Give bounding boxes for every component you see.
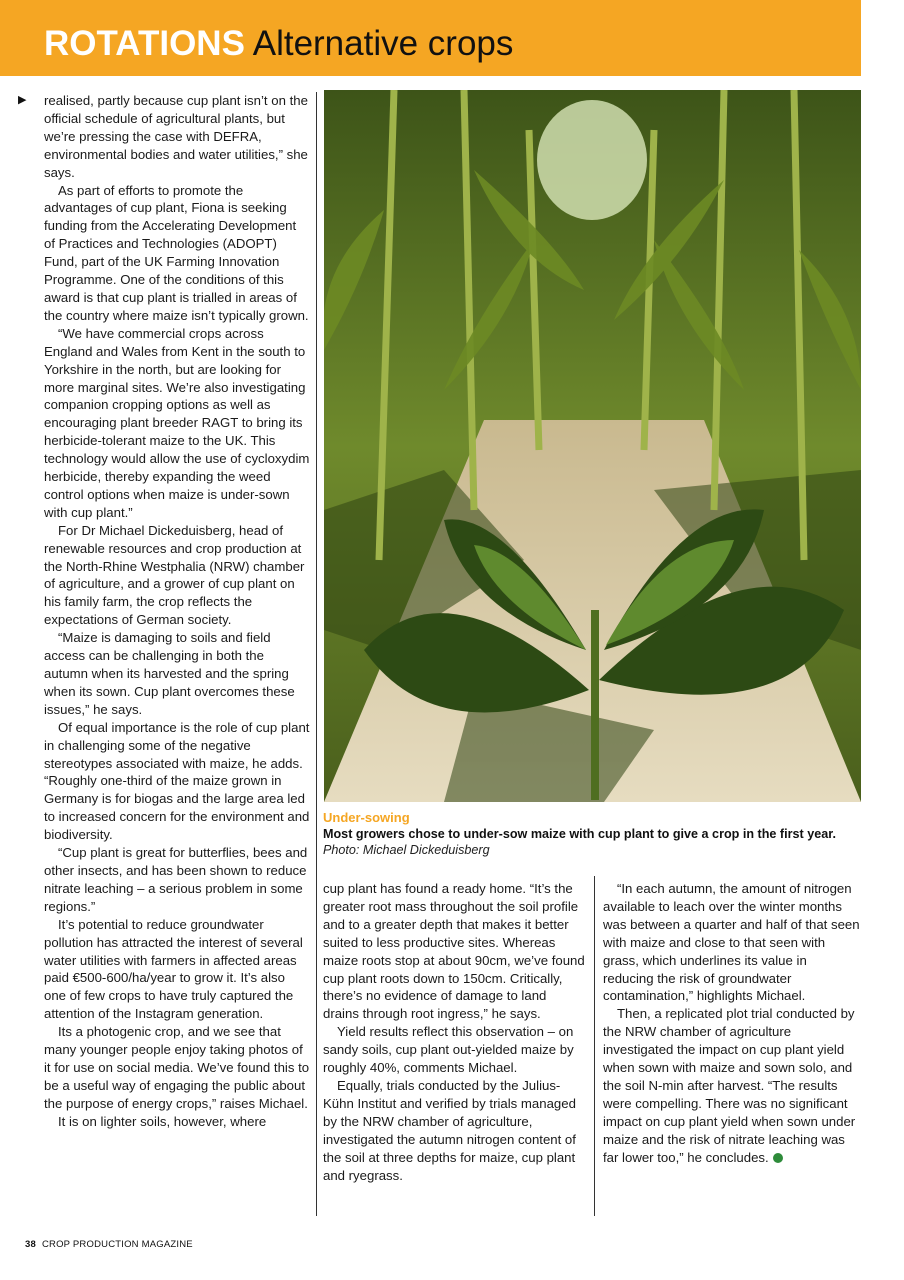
paragraph: It is on lighter soils, however, where	[58, 1113, 267, 1129]
caption-body: Most growers chose to under-sow maize with cup plant to give a crop in the first year.	[323, 827, 836, 841]
paragraph: As part of efforts to promote the advantages of cup plant, Fiona is seeking funding from the Accelerating Development of Practices and Technologies (ADOPT) Fund, part of the UK Farming Innovation Programme. One of the conditions of this award is that cup plant is trialled in areas of the country where maize isn’t typically grown.	[44, 182, 309, 323]
crop-photo	[324, 90, 861, 802]
publication-name: CROP PRODUCTION MAGAZINE	[41, 1239, 193, 1250]
header-kicker: ROTATIONS	[44, 24, 245, 63]
paragraph: cup plant has found a ready home. “It’s the greater root mass throughout the soil profile and to a greater depth that makes it better suited to less productive sites. Whereas maize roots stop at about 90cm, we’ve found cup plant roots down to 150cm. Critically, there’s no evidence of damage to land drains through root ingress,” he says.	[323, 881, 585, 1022]
photo-credit: Photo: Michael Dickeduisberg	[323, 843, 490, 857]
paragraph: “Cup plant is great for butterflies, bees and other insects, and has been shown to reduce nitrate leaching – a serious problem in some regions.”	[44, 845, 308, 914]
page-number: 38	[25, 1239, 36, 1250]
paragraph: For Dr Michael Dickeduisberg, head of renewable resources and crop production at the North-Rhine Westphalia (NRW) chamber of agriculture, and a grower of cup plant on his family farm, the crop reflects the expectations of German society.	[44, 522, 305, 628]
header-title	[44, 22, 513, 66]
paragraph: Yield results reflect this observation – on sandy soils, cup plant out-yielded maize by roughly 40%, comments Michael.	[323, 1024, 574, 1076]
paragraph: “We have commercial crops across England and Wales from Kent in the south to Yorkshire in the north, but are looking for more marginal sites. We’re also investigating companion cropping options as well as encouraging plant breeder RAGT to bring its herbicide-tolerant maize to the UK. This technology would allow the use of cycloxydim herbicide, thereby expanding the weed control options when maize is under-sown with cup plant.”	[44, 325, 310, 520]
paragraph: It’s potential to reduce groundwater pollution has attracted the interest of several water utilities with farmers in affected areas paid €500-600/ha/year to grow it. It’s also one of few crops to have truly captured the attention of the Instagram generation.	[44, 916, 303, 1022]
maize-field-illustration	[324, 90, 861, 802]
article-column-3	[603, 880, 861, 1167]
section-header	[0, 0, 861, 76]
end-of-article-icon	[773, 1153, 783, 1163]
paragraph: “In each autumn, the amount of nitrogen available to leach over the winter months was between a quarter and half of that seen with maize and close to that seen with grass, which underlines its value in reducing the risk of groundwater contamination,” highlights Michael.	[603, 881, 860, 1004]
header-subtitle: Alternative crops	[252, 24, 514, 63]
paragraph: “Maize is damaging to soils and field access can be challenging in both the autumn when its harvested and the spring when its sown. Cup plant overcomes these issues,” he says.	[44, 630, 295, 717]
paragraph	[603, 1005, 861, 1166]
column-divider	[594, 876, 595, 1216]
continuation-arrow-icon: ▶	[18, 94, 27, 106]
caption-heading: Under-sowing	[323, 810, 410, 825]
photo-caption	[323, 810, 863, 858]
paragraph: Equally, trials conducted by the Julius-Kühn Institut and verified by trials managed by the NRW chamber of agriculture, investigated the autumn nitrogen content of the soil at three depths for maize, cup plant and ryegrass.	[323, 1077, 576, 1183]
paragraph: realised, partly because cup plant isn’t on the official schedule of agricultural plants, but we’re pressing the case with DEFRA, environmental bodies and water utilities,” she says.	[44, 93, 308, 180]
column-divider	[316, 92, 317, 1216]
paragraph: Of equal importance is the role of cup plant in challenging some of the negative stereotypes associated with maize, he adds. “Roughly one-third of the maize grown in Germany is for biogas and the large area led to increased concern for the environment and biodiversity.	[44, 719, 310, 843]
paragraph-text: Then, a replicated plot trial conducted by the NRW chamber of agriculture investigated the impact on cup plant yield when sown with maize and sown solo, and the soil N-min after harvest. “The results were compelling. There was no significant impact on cup plant yield when sown under maize and the risk of nitrate leaching was far lower too,” he concludes.	[603, 1006, 856, 1165]
article-column-2	[323, 880, 585, 1184]
article-column-1	[44, 92, 310, 1131]
page-footer	[25, 1239, 193, 1251]
paragraph: Its a photogenic crop, and we see that many younger people enjoy taking photos of it for use on social media. We’ve found this to be a useful way of engaging the public about the purpose of energy crops,” raises Michael.	[44, 1024, 310, 1111]
